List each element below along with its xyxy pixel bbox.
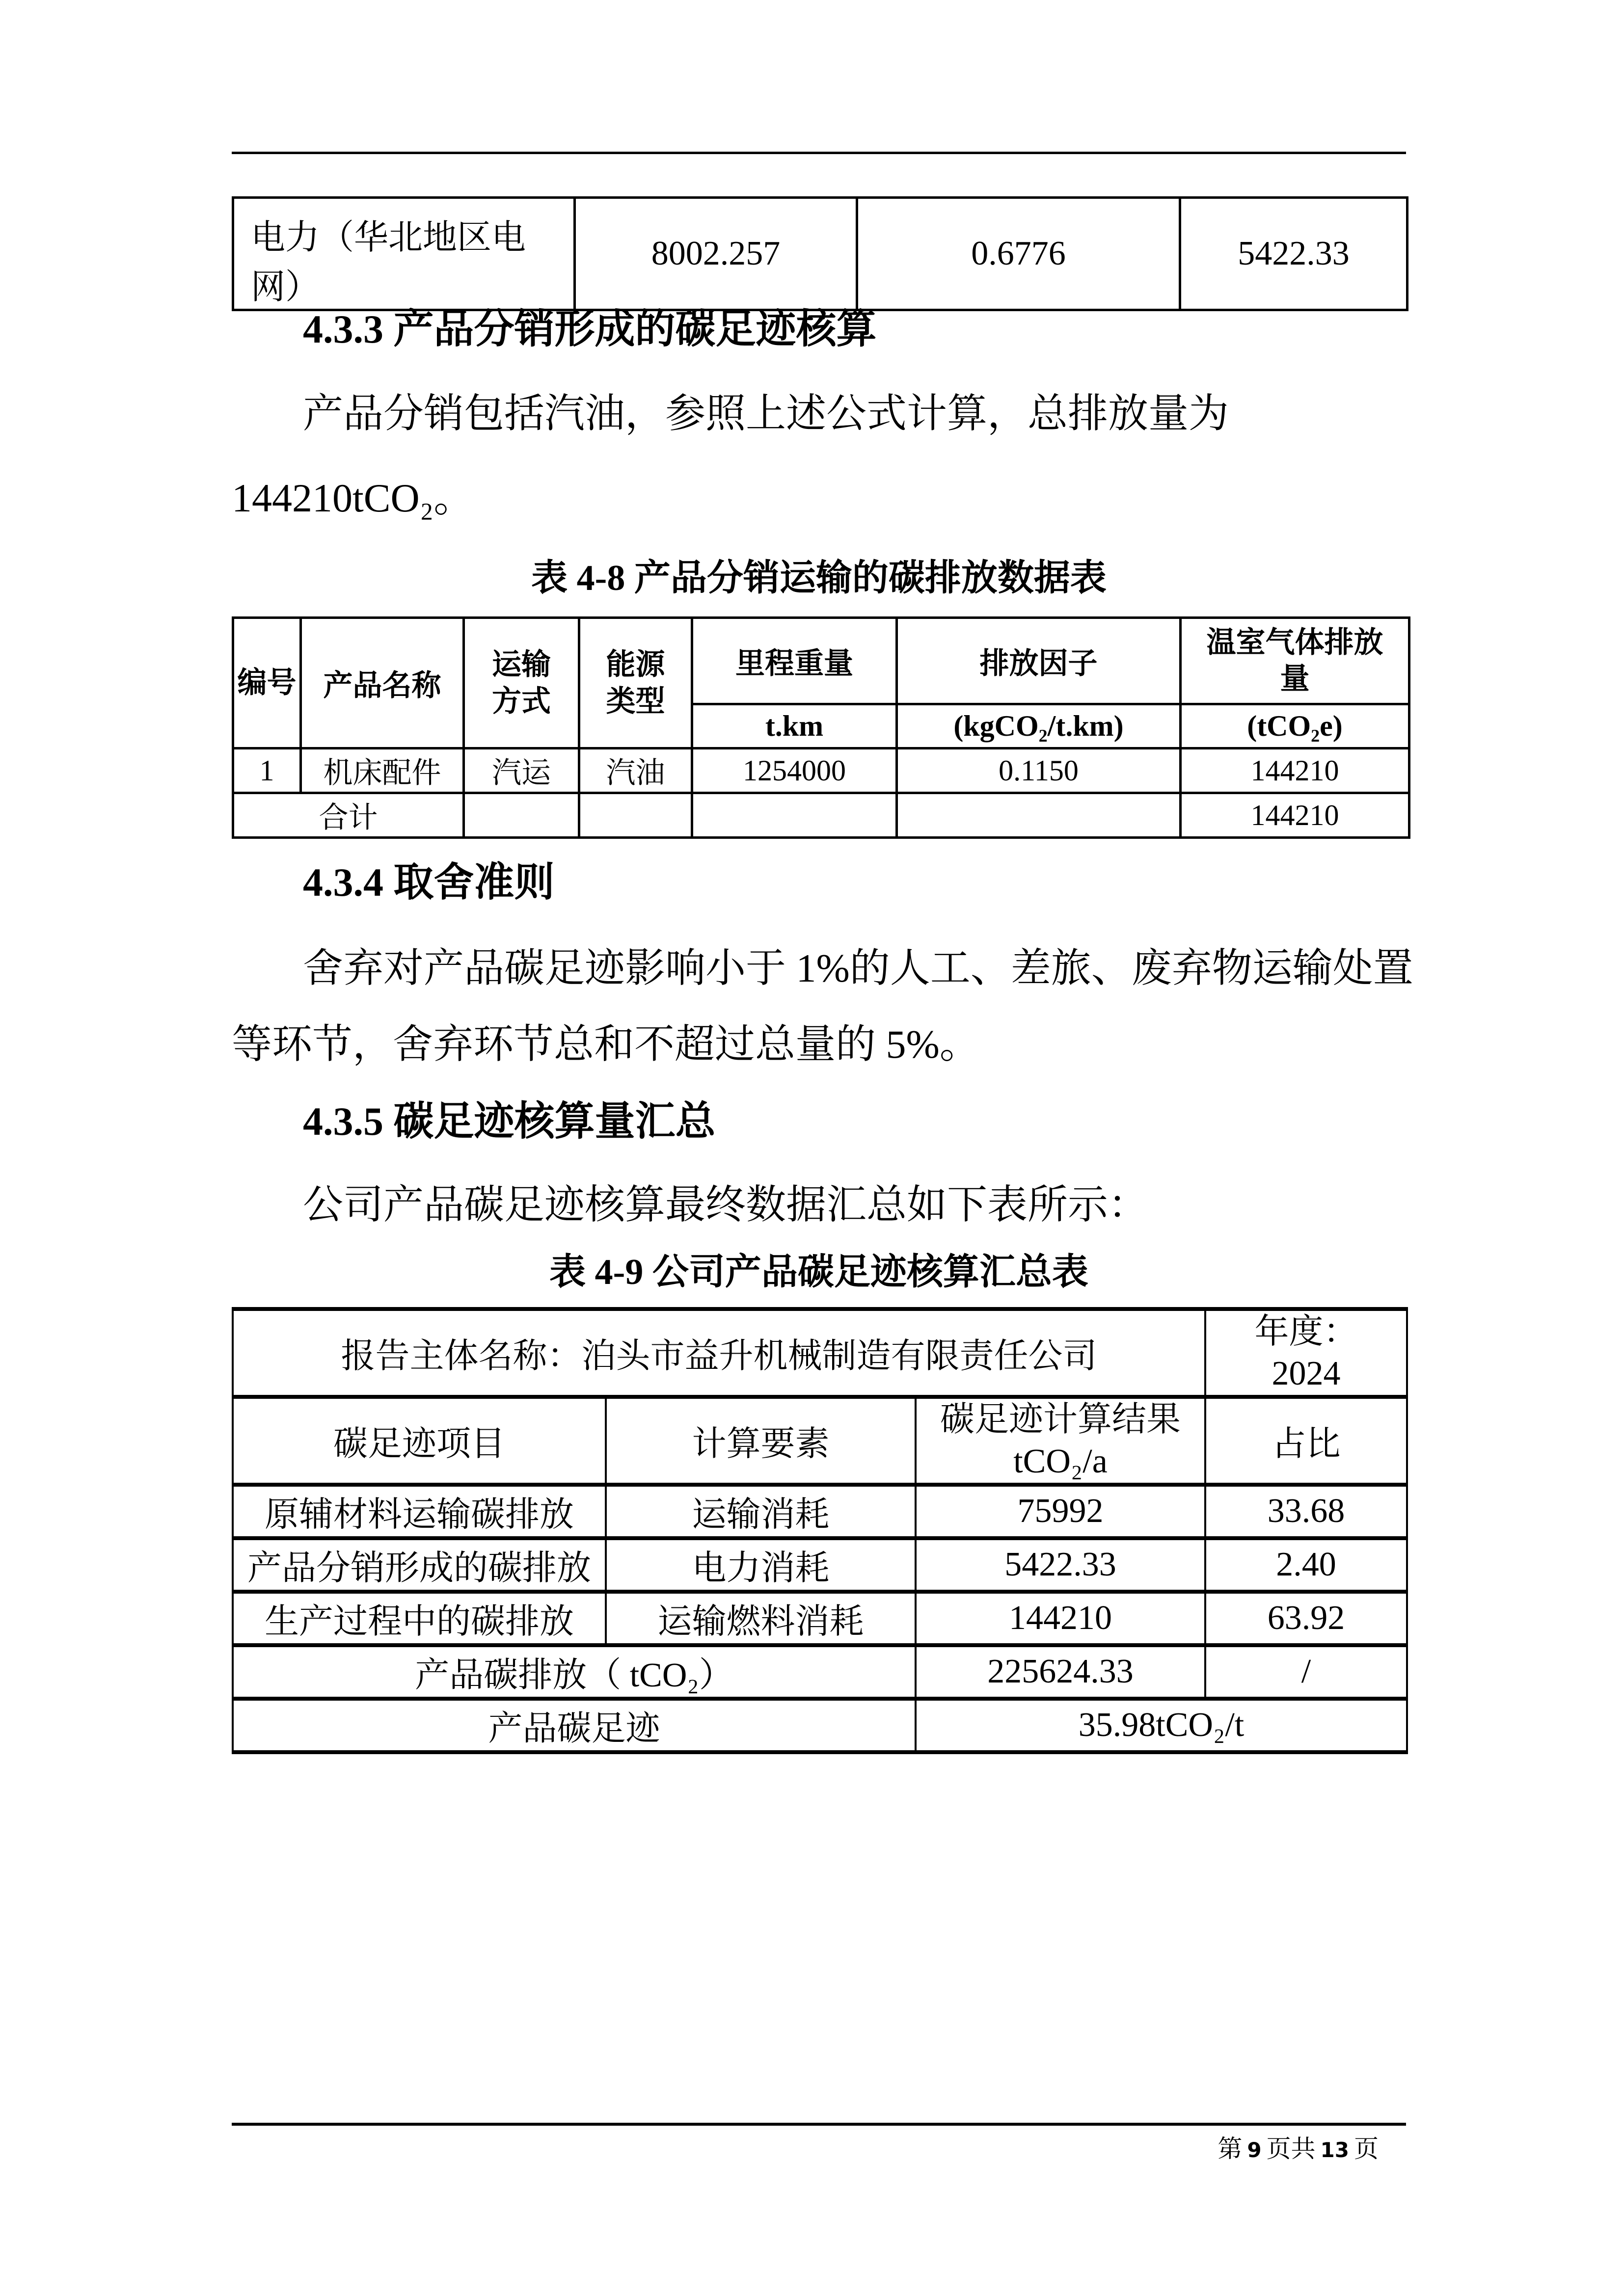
emission-share-cell: / (1205, 1645, 1407, 1699)
continued-emission-table (232, 196, 1408, 311)
emission-value-cell: 5422.33 (1180, 198, 1407, 310)
paragraph-433-line2: 144210tCO₂。 (232, 476, 474, 520)
paragraph-434-line1: 舍弃对产品碳足迹影响小于 1%的人工、差旅、废弃物运输处置 (303, 946, 1413, 990)
result-cell: 75992 (916, 1485, 1205, 1538)
paragraph-433-line1: 产品分销包括汽油，参照上述公式计算，总排放量为 (303, 391, 1229, 436)
activity-value-cell: 8002.257 (575, 198, 857, 310)
footer-rule (232, 2123, 1406, 2126)
table49-subject-row (233, 1309, 1407, 1397)
footer-text-part: 第 (1218, 2135, 1243, 2163)
header-mileage: 里程重量 (692, 618, 897, 704)
header-energy: 能源类型 (579, 618, 692, 748)
table49-row-1 (233, 1485, 1407, 1538)
emission-label-cell: 产品碳排放（ tCO₂） (233, 1645, 916, 1699)
cell-mileage: 1254000 (692, 748, 897, 793)
share-cell: 2.40 (1205, 1538, 1407, 1592)
footprint-label-cell: 产品碳足迹 (233, 1699, 916, 1752)
result-cell: 144210 (916, 1592, 1205, 1645)
footer-text-part: 页 (1354, 2135, 1379, 2163)
table48-data-row (233, 748, 1409, 793)
item-cell: 生产过程中的碳排放 (233, 1592, 606, 1645)
unit-ghg: (tCO₂e) (1181, 704, 1409, 748)
paragraph-435-line1: 公司产品碳足迹核算最终数据汇总如下表所示： (303, 1182, 1149, 1227)
header-share: 占比 (1205, 1397, 1407, 1485)
result-cell: 5422.33 (916, 1538, 1205, 1592)
table49-row-3 (233, 1592, 1407, 1645)
table-4-9 (232, 1307, 1408, 1754)
emission-value-cell: 225624.33 (916, 1645, 1205, 1699)
footprint-value-cell: 35.98tCO₂/t (916, 1699, 1407, 1752)
element-cell: 电力消耗 (606, 1538, 916, 1592)
factor-value-cell: 0.6776 (857, 198, 1180, 310)
header-element: 计算要素 (606, 1397, 916, 1485)
header-no: 编号 (233, 618, 301, 748)
unit-mileage: t.km (692, 704, 897, 748)
table-row (233, 198, 1407, 310)
header-transport: 运输方式 (464, 618, 579, 748)
table49-title: 表 4-9 公司产品碳足迹核算汇总表 (549, 1252, 1088, 1292)
cell-factor: 0.1150 (897, 748, 1181, 793)
energy-name-cell: 电力（华北地区电网） (233, 198, 575, 310)
cell-no: 1 (233, 748, 301, 793)
header-factor: 排放因子 (897, 618, 1181, 704)
footer-page-number: 9 (1247, 2138, 1262, 2162)
header-ghg: 温室气体排放量 (1181, 618, 1409, 704)
cell-ghg: 144210 (1181, 748, 1409, 793)
header-result: 碳足迹计算结果 tCO₂/a (916, 1397, 1205, 1485)
section-heading-433: 4.3.3 产品分销形成的碳足迹核算 (303, 307, 877, 351)
element-cell: 运输消耗 (606, 1485, 916, 1538)
header-product: 产品名称 (301, 618, 464, 748)
table49-row-2 (233, 1538, 1407, 1592)
year-cell: 年度： 2024 (1205, 1309, 1407, 1397)
subject-cell: 报告主体名称：泊头市益升机械制造有限责任公司 (233, 1309, 1205, 1397)
total-label-cell: 合计 (233, 793, 464, 838)
table48-total-row (233, 793, 1409, 838)
header-item: 碳足迹项目 (233, 1397, 606, 1485)
share-cell: 33.68 (1205, 1485, 1407, 1538)
empty-cell (464, 793, 579, 838)
total-ghg-cell: 144210 (1181, 793, 1409, 838)
table49-header-row (233, 1397, 1407, 1485)
cell-energy: 汽油 (579, 748, 692, 793)
item-cell: 原辅材料运输碳排放 (233, 1485, 606, 1538)
paragraph-434-line2: 等环节，舍弃环节总和不超过总量的 5%。 (232, 1022, 980, 1067)
element-cell: 运输燃料消耗 (606, 1592, 916, 1645)
unit-factor: (kgCO₂/t.km) (897, 704, 1181, 748)
page-number (1218, 2129, 1379, 2164)
empty-cell (579, 793, 692, 838)
cell-transport: 汽运 (464, 748, 579, 793)
section-heading-435: 4.3.5 碳足迹核算量汇总 (303, 1099, 716, 1144)
header-rule (232, 152, 1406, 154)
table48-title: 表 4-8 产品分销运输的碳排放数据表 (531, 558, 1107, 598)
share-cell: 63.92 (1205, 1592, 1407, 1645)
table49-footprint-row (233, 1699, 1407, 1752)
footer-text-part: 页共 (1266, 2135, 1316, 2163)
table48-header-row (233, 618, 1409, 704)
section-heading-434: 4.3.4 取舍准则 (303, 860, 555, 905)
empty-cell (692, 793, 897, 838)
table49-emission-row (233, 1645, 1407, 1699)
empty-cell (897, 793, 1181, 838)
item-cell: 产品分销形成的碳排放 (233, 1538, 606, 1592)
footer-total-pages: 13 (1320, 2138, 1349, 2162)
cell-product: 机床配件 (301, 748, 464, 793)
table-4-8 (232, 616, 1410, 839)
